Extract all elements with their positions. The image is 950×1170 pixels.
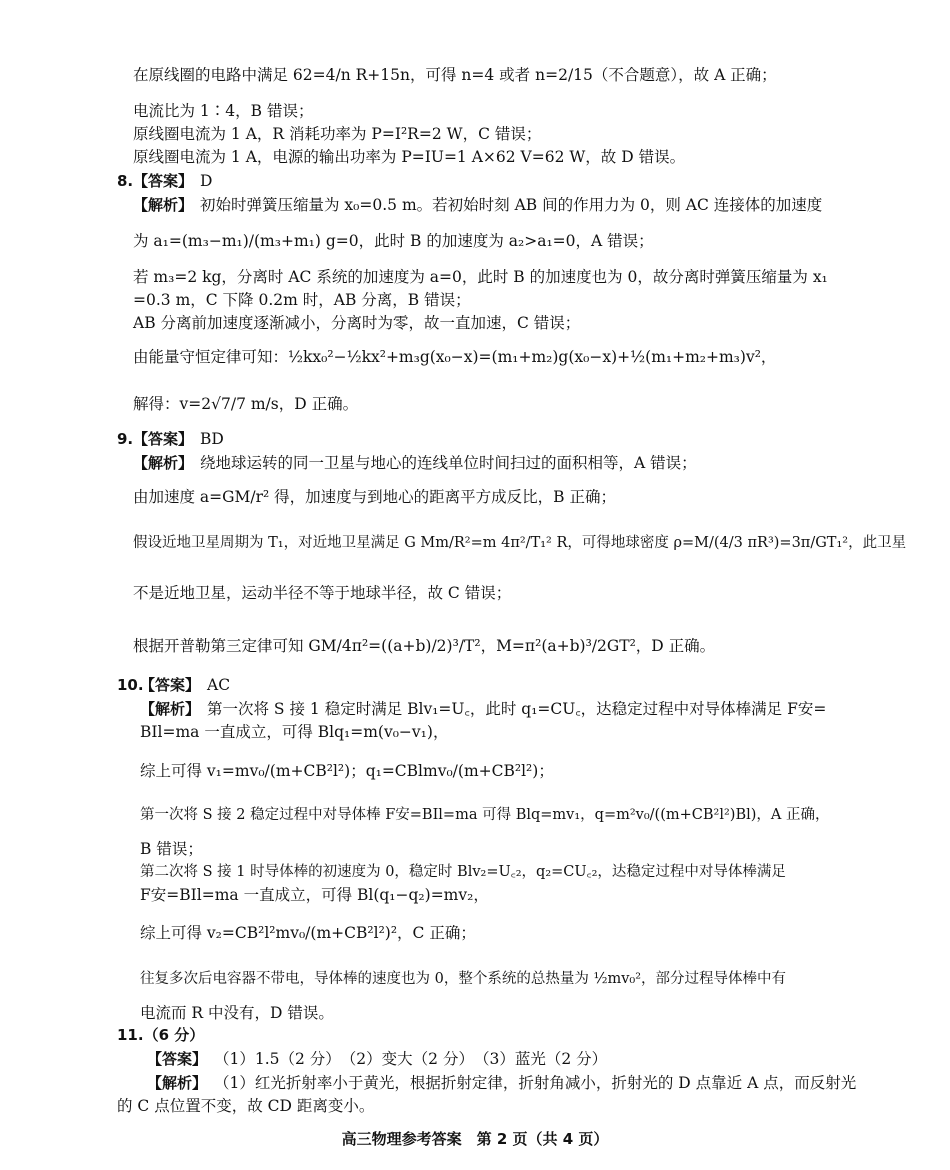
q10-line-4: 第一次将 S 接 2 稳定过程中对导体棒 F安=BIl=ma 可得 Blq=mv₁，q=m²v₀/((m+CB²l²)Bl)，A 正确，	[140, 807, 830, 823]
q10-line-8: 综上可得 v₂=CB²l²mv₀/(m+CB²l²)²，C 正确；	[140, 924, 476, 942]
q8-answer: D	[200, 172, 213, 190]
q8-explanation-label: 【解析】	[133, 196, 194, 214]
q8-line-1: 初始时弹簧压缩量为 x₀=0.5 m。若初始时刻 AB 间的作用力为 0，则 AC 连接体的加速度	[200, 196, 823, 214]
q11-explanation-label: 【解析】	[147, 1074, 208, 1092]
q10-line-5: B 错误；	[140, 840, 203, 858]
q10-line-10: 电流而 R 中没有，D 错误。	[140, 1004, 334, 1022]
q10-answer: AC	[207, 676, 231, 694]
page-footer: 高三物理参考答案 第 2 页（共 4 页）	[341, 1130, 609, 1148]
q11-number: 11.（6 分）	[117, 1026, 205, 1044]
q8-number: 8.	[117, 172, 134, 190]
q10-line-7: F安=BIl=ma 一直成立，可得 Bl(q₁−q₂)=mv₂，	[140, 886, 489, 904]
q9-line-4: 不是近地卫星，运动半径不等于地球半径，故 C 错误；	[133, 584, 512, 602]
q9-line-5: 根据开普勒第三定律可知 GM/4π²=((a+b)/2)³/T²，M=π²(a+b)³/2GT²，D 正确。	[133, 637, 716, 655]
q8-line-5: AB 分离前加速度逐渐减小，分离时为零，故一直加速，C 错误；	[133, 314, 581, 332]
q11-answer-label: 【答案】	[147, 1050, 208, 1068]
q9-explanation-label: 【解析】	[133, 454, 194, 472]
q11-line-1: （1）红光折射率小于黄光，根据折射定律，折射角减小，折射光的 D 点靠近 A 点，而反射光	[214, 1074, 857, 1092]
q10-answer-label: 【答案】	[140, 676, 201, 694]
q9-line-1: 绕地球运转的同一卫星与地心的连线单位时间扫过的面积相等，A 错误；	[200, 454, 697, 472]
q8-answer-label: 【答案】	[133, 172, 194, 190]
q8-line-7: 解得：v=2√7/7 m/s，D 正确。	[133, 395, 359, 413]
line-source-power: 原线圈电流为 1 A，电源的输出功率为 P=IU=1 A×62 V=62 W，故 D 错误。	[133, 148, 686, 166]
q10-line-3: 综上可得 v₁=mv₀/(m+CB²l²)；q₁=CBlmv₀/(m+CB²l²)；	[140, 762, 554, 780]
q10-line-9: 往复多次后电容器不带电，导体棒的速度也为 0，整个系统的总热量为 ½mv₀²，部分过程导体棒中有	[140, 971, 787, 987]
q11-answer: （1）1.5（2 分） （2）变大（2 分） （3）蓝光（2 分）	[214, 1050, 608, 1068]
q8-line-4: =0.3 m，C 下降 0.2m 时，AB 分离，B 错误；	[133, 291, 471, 309]
q10-explanation-label: 【解析】	[140, 700, 201, 718]
q9-number: 9.	[117, 430, 134, 448]
q11-line-2: 的 C 点位置不变，故 CD 距离变小。	[117, 1097, 375, 1115]
line-current-ratio: 电流比为 1∶4，B 错误；	[133, 102, 314, 120]
q9-answer: BD	[200, 430, 224, 448]
q10-line-6: 第二次将 S 接 1 时导体棒的初速度为 0，稳定时 Blv₂=U꜀₂，q₂=CU꜀₂，达稳定过程中对导体棒满足	[140, 864, 786, 880]
q9-line-2: 由加速度 a=GM/r² 得，加速度与到地心的距离平方成反比，B 正确；	[133, 488, 616, 506]
q8-line-3: 若 m₃=2 kg，分离时 AC 系统的加速度为 a=0，此时 B 的加速度也为 0，故分离时弹簧压缩量为 x₁	[133, 268, 828, 286]
q10-number: 10.	[117, 676, 144, 694]
q9-answer-label: 【答案】	[133, 430, 194, 448]
q10-line-2: BIl=ma 一直成立，可得 Blq₁=m(v₀−v₁)，	[140, 723, 449, 741]
line-power-r: 原线圈电流为 1 A，R 消耗功率为 P=I²R=2 W，C 错误；	[133, 125, 542, 143]
q10-line-1: 第一次将 S 接 1 稳定时满足 Blv₁=U꜀，此时 q₁=CU꜀，达稳定过程中对导体棒满足 F安=	[207, 700, 827, 718]
line-transformer-eq: 在原线圈的电路中满足 62=4/n R+15n，可得 n=4 或者 n=2/15（不合题意），故 A 正确；	[133, 66, 777, 84]
q8-line-6: 由能量守恒定律可知：½kx₀²−½kx²+m₃g(x₀−x)=(m₁+m₂)g(x₀−x)+½(m₁+m₂+m₃)v²，	[133, 348, 777, 366]
q8-line-2: 为 a₁=(m₃−m₁)/(m₃+m₁) g=0，此时 B 的加速度为 a₂>a₁=0，A 错误；	[133, 232, 654, 250]
q9-line-3: 假设近地卫星周期为 T₁，对近地卫星满足 G Mm/R²=m 4π²/T₁² R，可得地球密度 ρ=M/(4/3 πR³)=3π/GT₁²，此卫星	[133, 535, 907, 551]
